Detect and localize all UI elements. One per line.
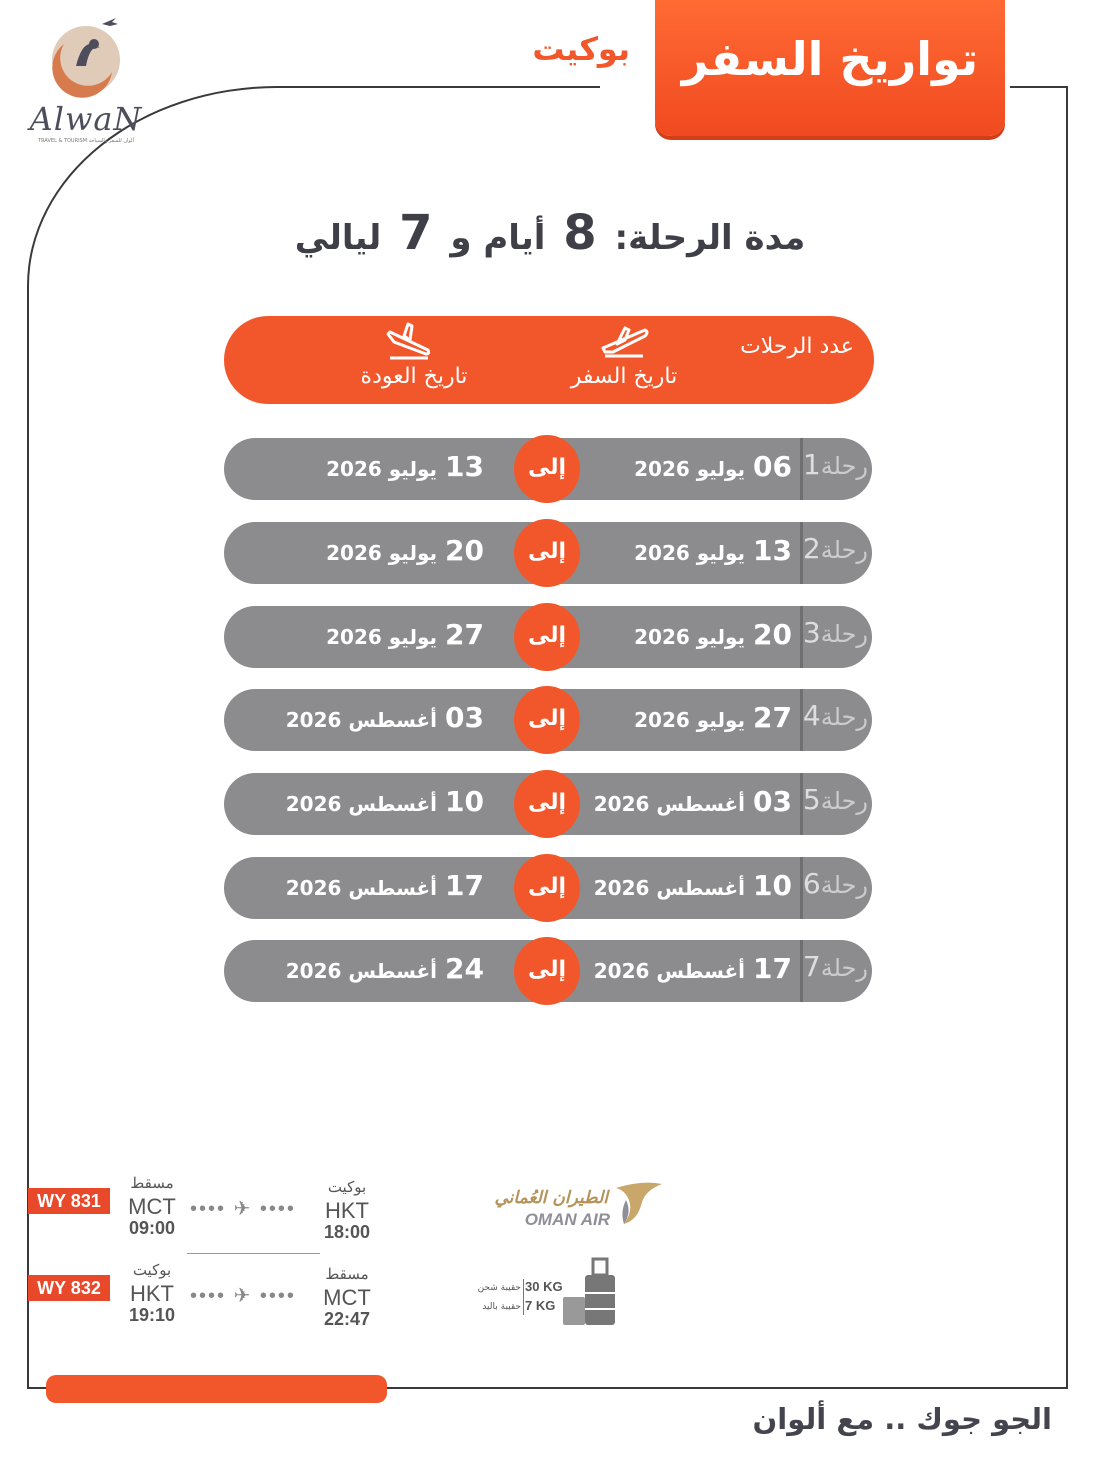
- departure-date: 03أغسطس 2026: [593, 785, 792, 818]
- plane-landing-icon: [384, 322, 434, 360]
- trip-row: [224, 857, 872, 919]
- row-separator: [800, 940, 803, 1002]
- origin-time: 19:10: [128, 1305, 176, 1325]
- return-date: 27يوليو 2026: [326, 618, 484, 651]
- row-separator: [800, 857, 803, 919]
- baggage-divider: [523, 1279, 524, 1315]
- to-badge: إلى: [514, 603, 580, 671]
- origin-code: MCT: [128, 1194, 176, 1219]
- trip-row: [224, 438, 872, 500]
- header-tab: [655, 0, 1005, 136]
- flight-number: WY 832: [28, 1275, 110, 1301]
- brand-tagline: TRAVEL & TOURISM ألوان للسفر والسياحة: [38, 138, 134, 144]
- origin-time: 09:00: [128, 1218, 176, 1238]
- duration-nights: 7: [399, 205, 433, 261]
- column-trip-count: عدد الرحلات: [740, 334, 854, 359]
- destination-time: 18:00: [323, 1222, 371, 1242]
- origin-city: مسقط: [130, 1175, 174, 1192]
- departure-date: 10أغسطس 2026: [593, 869, 792, 902]
- to-badge: إلى: [514, 435, 580, 503]
- trip-number: رحلة7: [802, 950, 868, 983]
- destination-city: مسقط: [325, 1266, 369, 1283]
- luggage-icon: [561, 1257, 621, 1327]
- row-separator: [800, 438, 803, 500]
- departure-date: 20يوليو 2026: [634, 618, 792, 651]
- to-badge: إلى: [514, 519, 580, 587]
- departure-date: 27يوليو 2026: [634, 701, 792, 734]
- row-separator: [800, 606, 803, 668]
- to-badge: إلى: [514, 854, 580, 922]
- return-date: 17أغسطس 2026: [285, 869, 484, 902]
- trip-duration: [260, 205, 840, 261]
- column-departure-date: تاريخ السفر: [570, 364, 678, 389]
- to-badge: إلى: [514, 686, 580, 754]
- slogan: الجو جوك .. مع ألوان: [752, 1402, 1052, 1436]
- trip-row: [224, 606, 872, 668]
- airline-name-ar: الطيران العُماني: [494, 1188, 608, 1208]
- return-date: 24أغسطس 2026: [285, 952, 484, 985]
- row-separator: [800, 522, 803, 584]
- destination-city: بوكيت: [327, 1179, 367, 1196]
- trip-row: [224, 940, 872, 1002]
- checked-bag-weight: 30 KG: [525, 1279, 563, 1294]
- trip-row: [224, 773, 872, 835]
- hand-bag-label: حقيبة باليد: [482, 1302, 521, 1312]
- column-return-date: تاريخ العودة: [360, 364, 468, 389]
- origin-city: بوكيت: [132, 1262, 172, 1279]
- destination-title: بوكيت: [532, 30, 630, 68]
- return-date: 20يوليو 2026: [326, 534, 484, 567]
- airline-name-en: OMAN AIR: [524, 1210, 610, 1229]
- duration-label: مدة الرحلة:: [614, 218, 806, 258]
- route-dots: •••• ✈ ••••: [190, 1198, 296, 1220]
- departure-date: 13يوليو 2026: [634, 534, 792, 567]
- row-separator: [800, 773, 803, 835]
- destination-code: MCT: [323, 1285, 371, 1310]
- flights-divider: [187, 1253, 320, 1254]
- hand-bag-weight: 7 KG: [525, 1298, 556, 1313]
- trip-number: رحلة6: [802, 867, 868, 900]
- table-header: [224, 316, 874, 404]
- trip-row: [224, 522, 872, 584]
- row-separator: [800, 689, 803, 751]
- logo-emblem-icon: [24, 14, 148, 104]
- destination-code: HKT: [325, 1198, 369, 1223]
- brand-name: AlwaN: [29, 100, 143, 138]
- bottom-accent-bar: [46, 1375, 387, 1403]
- plane-takeoff-icon: [599, 322, 649, 360]
- brand-logo: [24, 14, 148, 144]
- departure-date: 17أغسطس 2026: [593, 952, 792, 985]
- trip-number: رحلة1: [802, 448, 868, 481]
- duration-days-word: أيام و: [450, 218, 546, 258]
- duration-days: 8: [563, 205, 597, 261]
- to-badge: إلى: [514, 770, 580, 838]
- airline-emblem-icon: [612, 1180, 664, 1226]
- route-dots: •••• ✈ ••••: [190, 1285, 296, 1307]
- checked-bag-label: حقيبة شحن: [477, 1283, 521, 1293]
- baggage-allowance: [465, 1255, 625, 1330]
- to-badge: إلى: [514, 937, 580, 1005]
- return-date: 03أغسطس 2026: [285, 701, 484, 734]
- flight-number: WY 831: [28, 1188, 110, 1214]
- return-date: 10أغسطس 2026: [285, 785, 484, 818]
- trip-number: رحلة4: [802, 699, 868, 732]
- trip-number: رحلة2: [802, 532, 868, 565]
- trip-row: [224, 689, 872, 751]
- destination-time: 22:47: [323, 1309, 371, 1329]
- page-title: تواريخ السفر: [681, 32, 979, 86]
- return-date: 13يوليو 2026: [326, 450, 484, 483]
- trip-number: رحلة5: [802, 783, 868, 816]
- origin-code: HKT: [130, 1281, 174, 1306]
- trip-number: رحلة3: [802, 616, 868, 649]
- departure-date: 06يوليو 2026: [634, 450, 792, 483]
- airline-logo: [488, 1180, 668, 1230]
- duration-nights-word: ليالي: [294, 218, 382, 258]
